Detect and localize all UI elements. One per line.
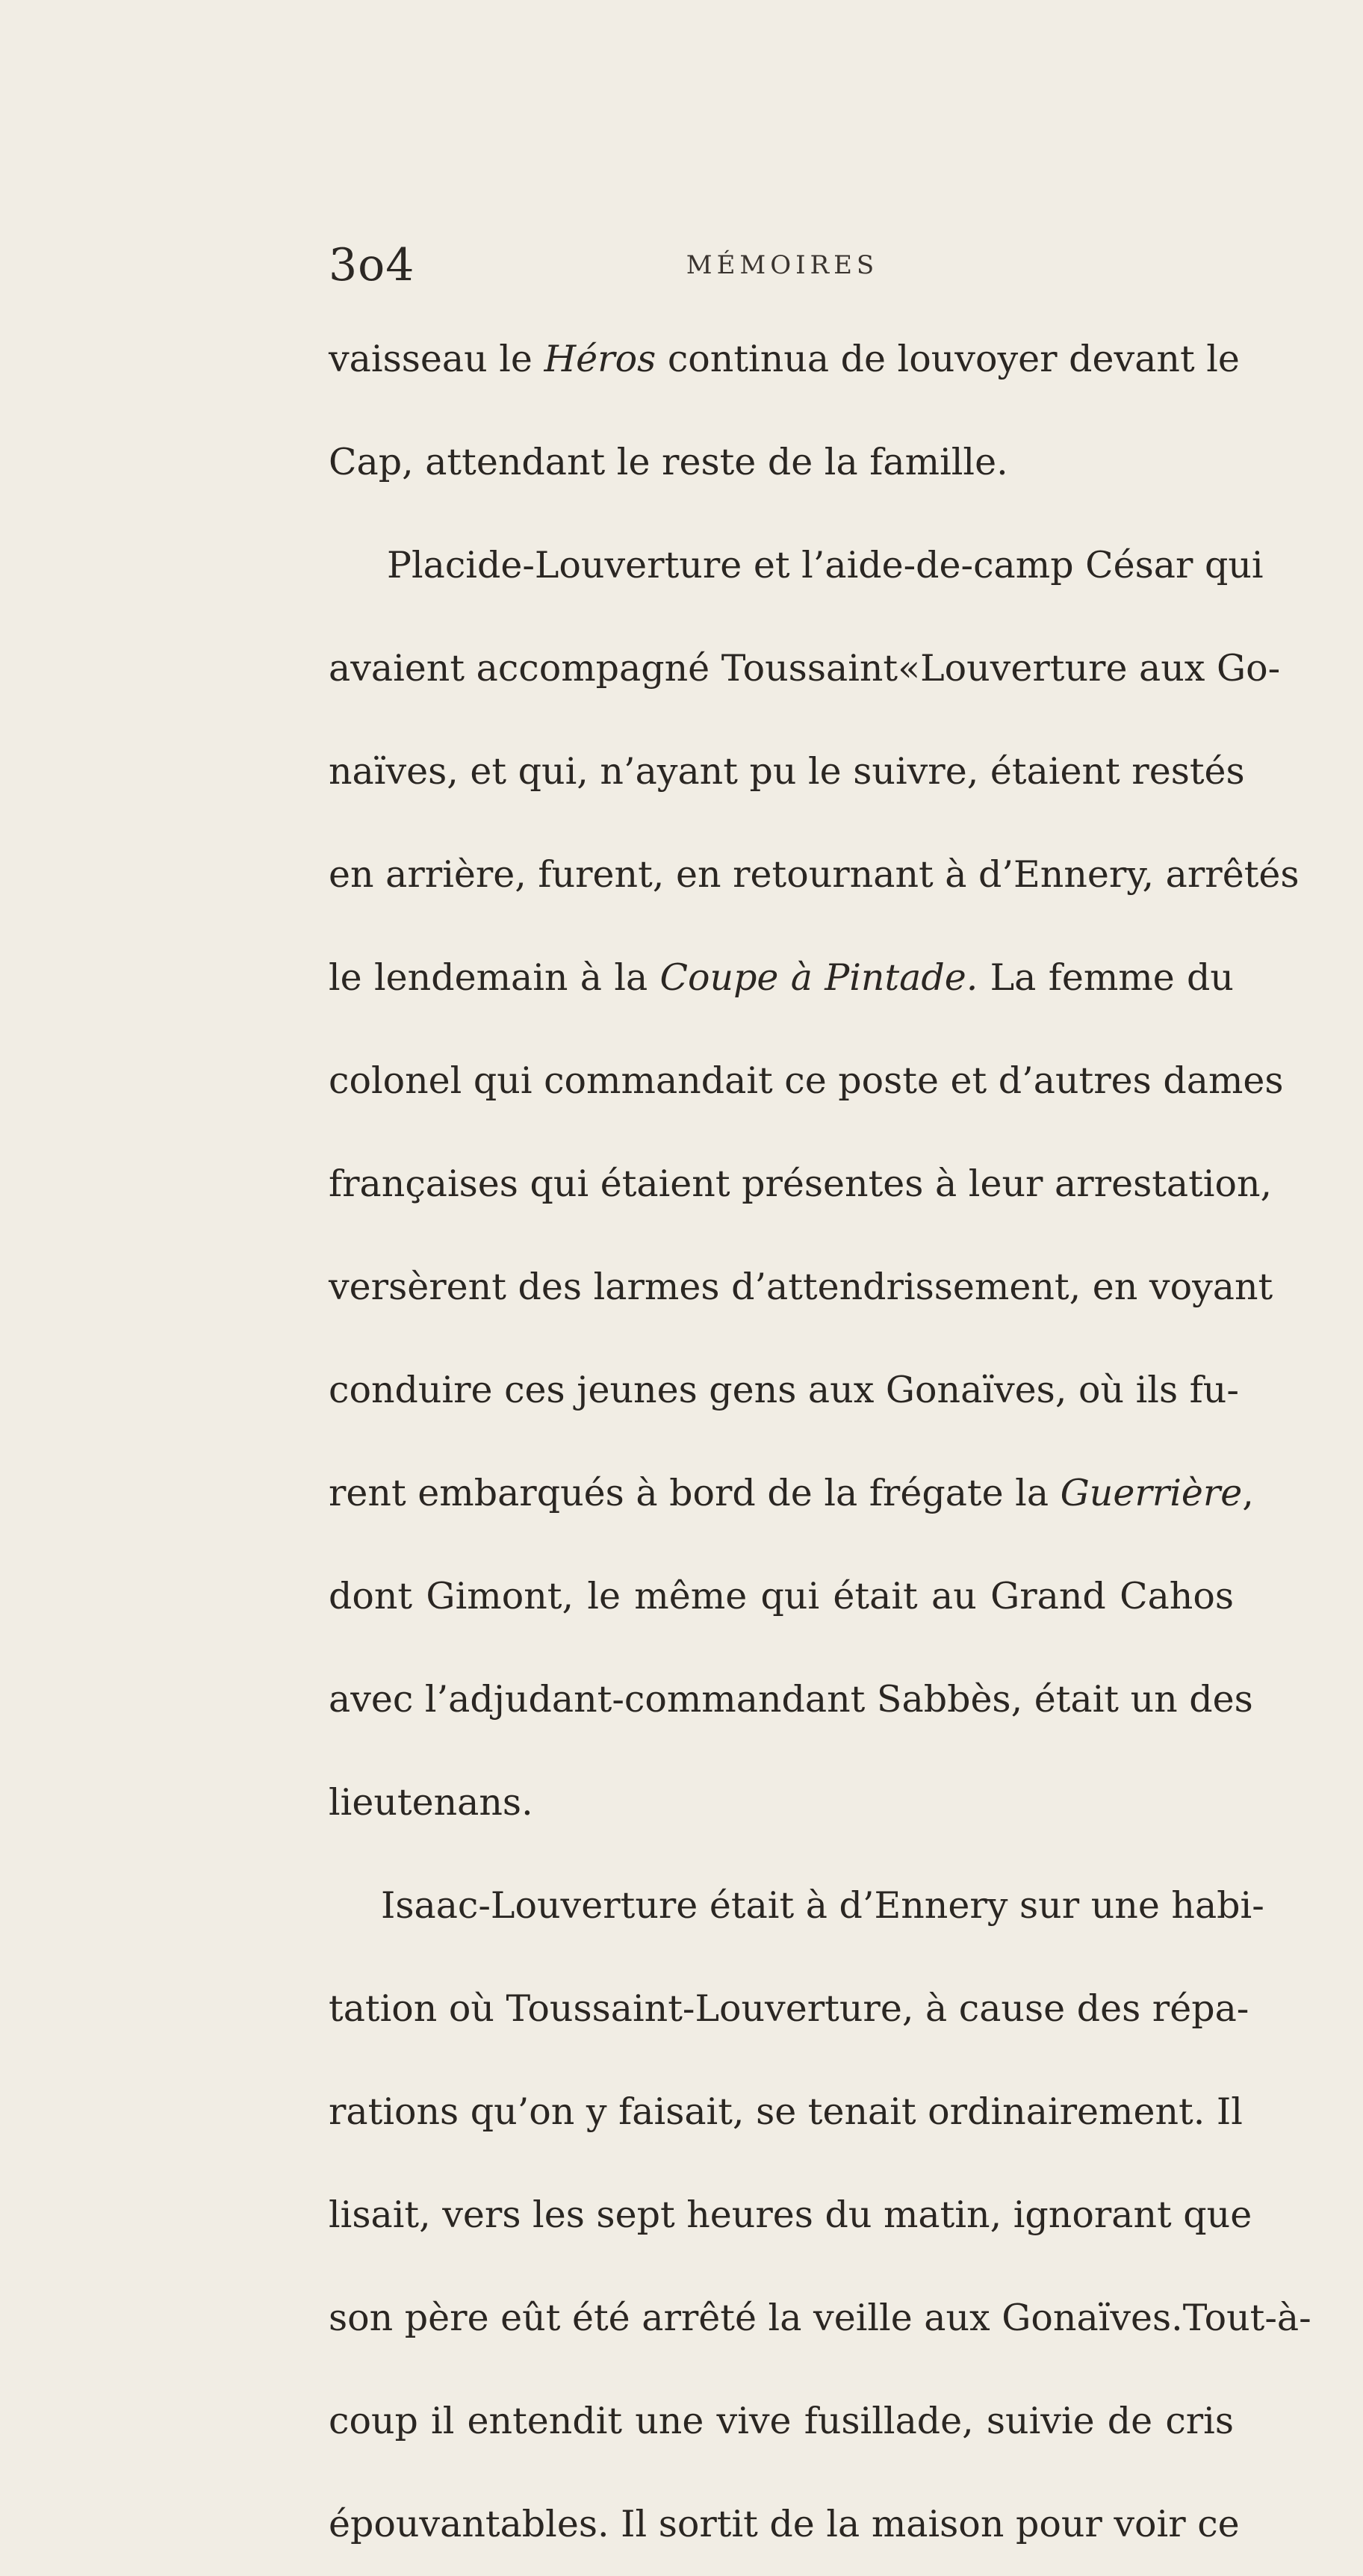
running-title: MÉMOIRES [686, 250, 879, 280]
page-number: 3o4 [329, 239, 415, 291]
paragraph-start: Placide-Louverture et l’aide-de-camp César qui [387, 544, 1264, 586]
text-line: françaises qui étaient présentes à leur arrestation, [329, 1162, 1273, 1205]
text-line: avaient accompagné Toussaint«Louverture aux Go- [329, 647, 1281, 690]
place-name-italic: Coupe à Pintade. [659, 956, 978, 999]
text-line: conduire ces jeunes gens aux Gonaïves, où ils fu- [329, 1369, 1239, 1411]
text-line: versèrent des larmes d’attendrissement, en voyant [329, 1266, 1273, 1308]
text-line: dont Gimont, le même qui était au Grand Cahos [329, 1575, 1234, 1617]
text-line: épouvantables. Il sortit de la maison pour voir ce [329, 2503, 1240, 2545]
ship-name-italic: Héros [544, 338, 656, 380]
text-line: son père eût été arrêté la veille aux Gonaïves.Tout-à- [329, 2297, 1311, 2339]
text-line: Cap, attendant le reste de la famille. [329, 441, 1008, 483]
page-header [329, 235, 1236, 295]
text-line: colonel qui commandait ce poste et d’autres dames [329, 1059, 1284, 1102]
text-line: coup il entendit une vive fusillade, suivie de cris [329, 2400, 1234, 2442]
text-line: en arrière, furent, en retournant à d’Ennery, arrêtés [329, 853, 1300, 896]
frigate-name-italic: Guerrière [1060, 1472, 1243, 1514]
text-line: lieutenans. [329, 1781, 533, 1824]
text-line: tation où Toussaint-Louverture, à cause des répa- [329, 1987, 1249, 2030]
text-line: le lendemain à la Coupe à Pintade. La femme du [329, 956, 1234, 999]
text-line: vaisseau le Héros continua de louvoyer devant le [329, 338, 1240, 380]
text-line: rations qu’on y faisait, se tenait ordinairement. Il [329, 2090, 1243, 2133]
paragraph-start: Isaac-Louverture était à d’Ennery sur une habi- [381, 1884, 1264, 1927]
body-text [329, 308, 1311, 2576]
text-line: naïves, et qui, n’ayant pu le suivre, étaient restés [329, 750, 1245, 793]
text-line: rent embarqués à bord de la frégate la Guerrière, [329, 1472, 1254, 1514]
text-line: avec l’adjudant-commandant Sabbès, était un des [329, 1678, 1253, 1721]
text-line: lisait, vers les sept heures du matin, ignorant que [329, 2193, 1252, 2236]
